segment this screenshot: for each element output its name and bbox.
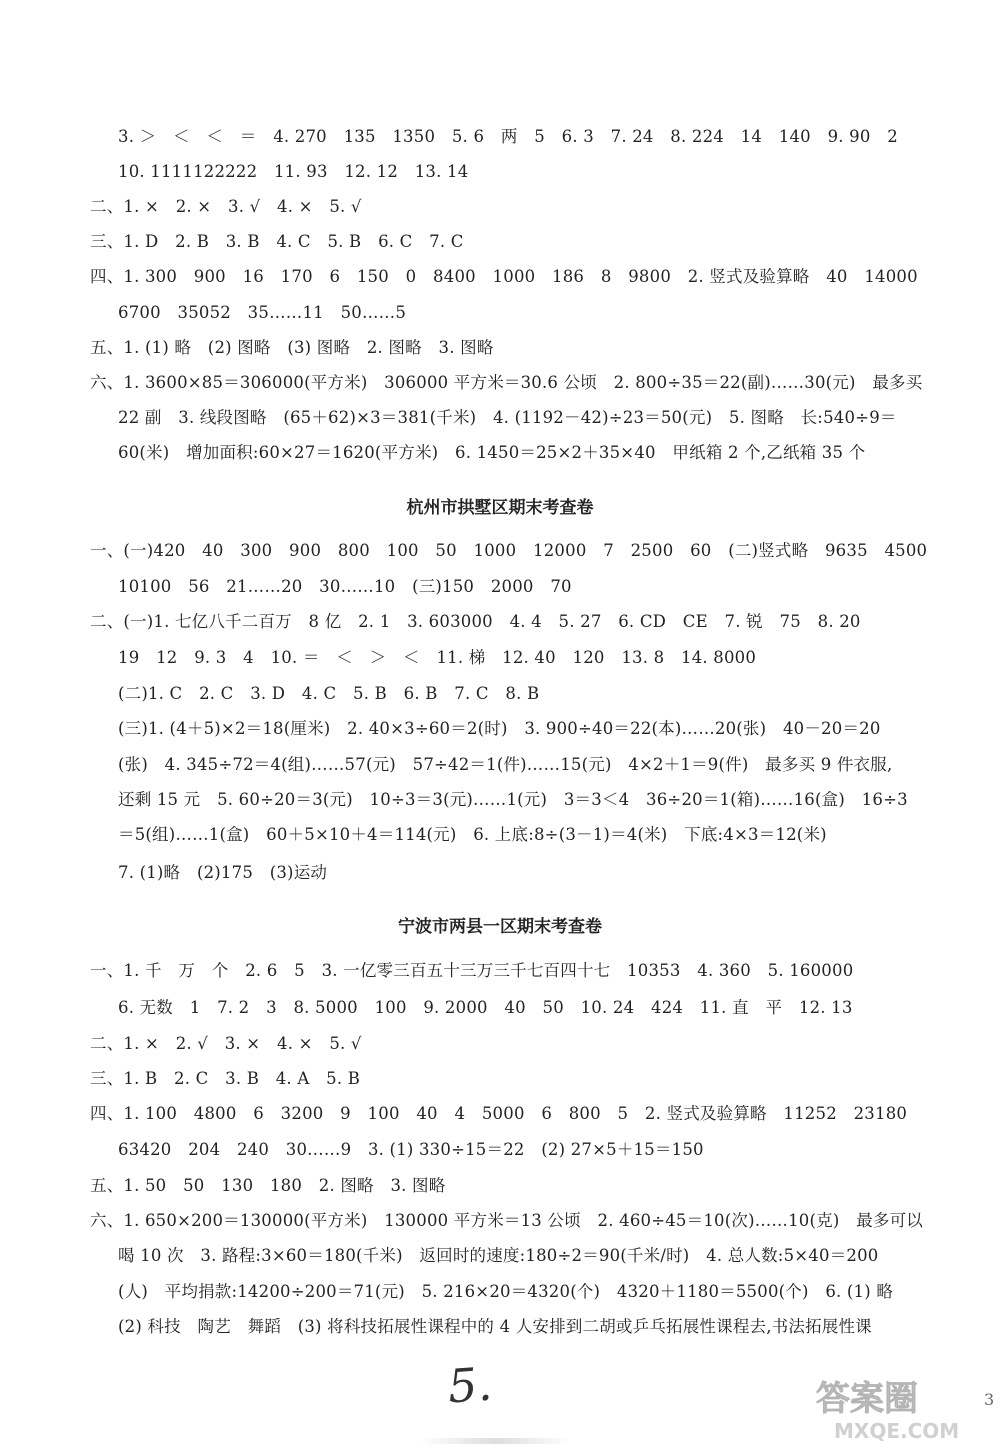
answer-line: 7. (1)略 (2)175 (3)运动 (118, 863, 328, 882)
answer-line: 还剩 15 元 5. 60÷20＝3(元) 10÷3＝3(元)……1(元) 3＝3＜4 36÷20＝1(箱)……16(盒) 16÷3 (118, 790, 908, 809)
answer-line: 四、1. 100 4800 6 3200 9 100 40 4 5000 6 800 5 2. 竖式及验算略 11252 23180 (90, 1104, 908, 1123)
answer-line: 一、(一)420 40 300 900 800 100 50 1000 12000 7 2500 60 (二)竖式略 9635 4500 (90, 541, 928, 560)
answer-line: (2) 科技 陶艺 舞蹈 (3) 将科技拓展性课程中的 4 人安排到二胡或乒乓拓展性课程去,书法拓展性课 (118, 1317, 872, 1336)
scan-smudge (420, 1438, 570, 1444)
answer-line: 22 副 3. 线段图略 (65＋62)×3＝381(千米) 4. (1192－42)÷23＝50(元) 5. 图略 长:540÷9＝ (118, 408, 897, 427)
watermark-logo (808, 1372, 988, 1444)
answer-line: 五、1. 50 50 130 180 2. 图略 3. 图略 (90, 1176, 446, 1195)
answer-line: 10. 1111122222 11. 93 12. 12 13. 14 (118, 162, 469, 181)
answer-line: (张) 4. 345÷72＝4(组)……57(元) 57÷42＝1(件)……15(元) 4×2＋1＝9(件) 最多买 9 件衣服, (118, 755, 893, 774)
answer-line: 四、1. 300 900 16 170 6 150 0 8400 1000 186 8 9800 2. 竖式及验算略 40 14000 (90, 267, 918, 286)
answer-line: 6700 35052 35……11 50……5 (118, 303, 407, 322)
section-title: 杭州市拱墅区期末考查卷 (406, 498, 594, 518)
answer-line: ＝5(组)……1(盒) 60＋5×10＋4＝114(元) 6. 上底:8÷(3－1)＝4(米) 下底:4×3＝12(米) (118, 825, 827, 844)
answer-line: 二、(一)1. 七亿八千二百万 8 亿 2. 1 3. 603000 4. 4 5. 27 6. CD CE 7. 锐 75 8. 20 (90, 612, 861, 631)
answer-line: 6. 无数 1 7. 2 3 8. 5000 100 9. 2000 40 50 10. 24 424 11. 直 平 12. 13 (118, 998, 853, 1017)
answer-line: 3. ＞ ＜ ＜ ＝ 4. 270 135 1350 5. 6 两 5 6. 3 7. 24 8. 224 14 140 9. 90 2 (118, 127, 898, 146)
answer-line: (二)1. C 2. C 3. D 4. C 5. B 6. B 7. C 8. B (118, 684, 540, 703)
answer-line: 喝 10 次 3. 路程:3×60＝180(千米) 返回时的速度:180÷2＝90(千米/时) 4. 总人数:5×40＝200 (118, 1246, 879, 1265)
answer-line: 一、1. 千 万 个 2. 6 5 3. 一亿零三百五十三万三千七百四十七 10353 4. 360 5. 160000 (90, 961, 854, 980)
answer-line: 63420 204 240 30……9 3. (1) 330÷15＝22 (2) 27×5＋15＝150 (118, 1140, 704, 1159)
handwritten-page-number: 5. (446, 1356, 494, 1414)
page-edge-number: 3 (984, 1390, 995, 1409)
answer-line: 二、1. × 2. √ 3. × 4. × 5. √ (90, 1034, 362, 1053)
answer-line: 三、1. B 2. C 3. B 4. A 5. B (90, 1069, 361, 1088)
answer-line: 三、1. D 2. B 3. B 4. C 5. B 6. C 7. C (90, 232, 464, 251)
svg-text:答案圈: 答案圈 (816, 1379, 918, 1419)
answer-line: 19 12 9. 3 4 10. ＝ ＜ ＞ ＜ 11. 梯 12. 40 120 13. 8 14. 8000 (118, 648, 757, 667)
answer-line: 二、1. × 2. × 3. √ 4. × 5. √ (90, 197, 362, 216)
answer-line: 五、1. (1) 略 (2) 图略 (3) 图略 2. 图略 3. 图略 (90, 338, 494, 357)
answer-line: 60(米) 增加面积:60×27＝1620(平方米) 6. 1450＝25×2＋35×40 甲纸箱 2 个,乙纸箱 35 个 (118, 443, 866, 462)
section-title: 宁波市两县一区期末考查卷 (398, 917, 602, 937)
svg-text:MXQE.COM: MXQE.COM (834, 1419, 960, 1443)
answer-line: (三)1. (4＋5)×2＝18(厘米) 2. 40×3÷60＝2(时) 3. 900÷40＝22(本)……20(张) 40－20＝20 (118, 719, 881, 738)
answer-line: (人) 平均捐款:14200÷200＝71(元) 5. 216×20＝4320(个) 4320＋1180＝5500(个) 6. (1) 略 (118, 1282, 894, 1301)
answer-line: 10100 56 21……20 30……10 (三)150 2000 70 (118, 577, 572, 596)
answer-line: 六、1. 650×200＝130000(平方米) 130000 平方米＝13 公顷 2. 460÷45＝10(次)……10(克) 最多可以 (90, 1211, 923, 1230)
answer-line: 六、1. 3600×85＝306000(平方米) 306000 平方米＝30.6 公顷 2. 800÷35＝22(副)……30(元) 最多买 (90, 373, 923, 392)
